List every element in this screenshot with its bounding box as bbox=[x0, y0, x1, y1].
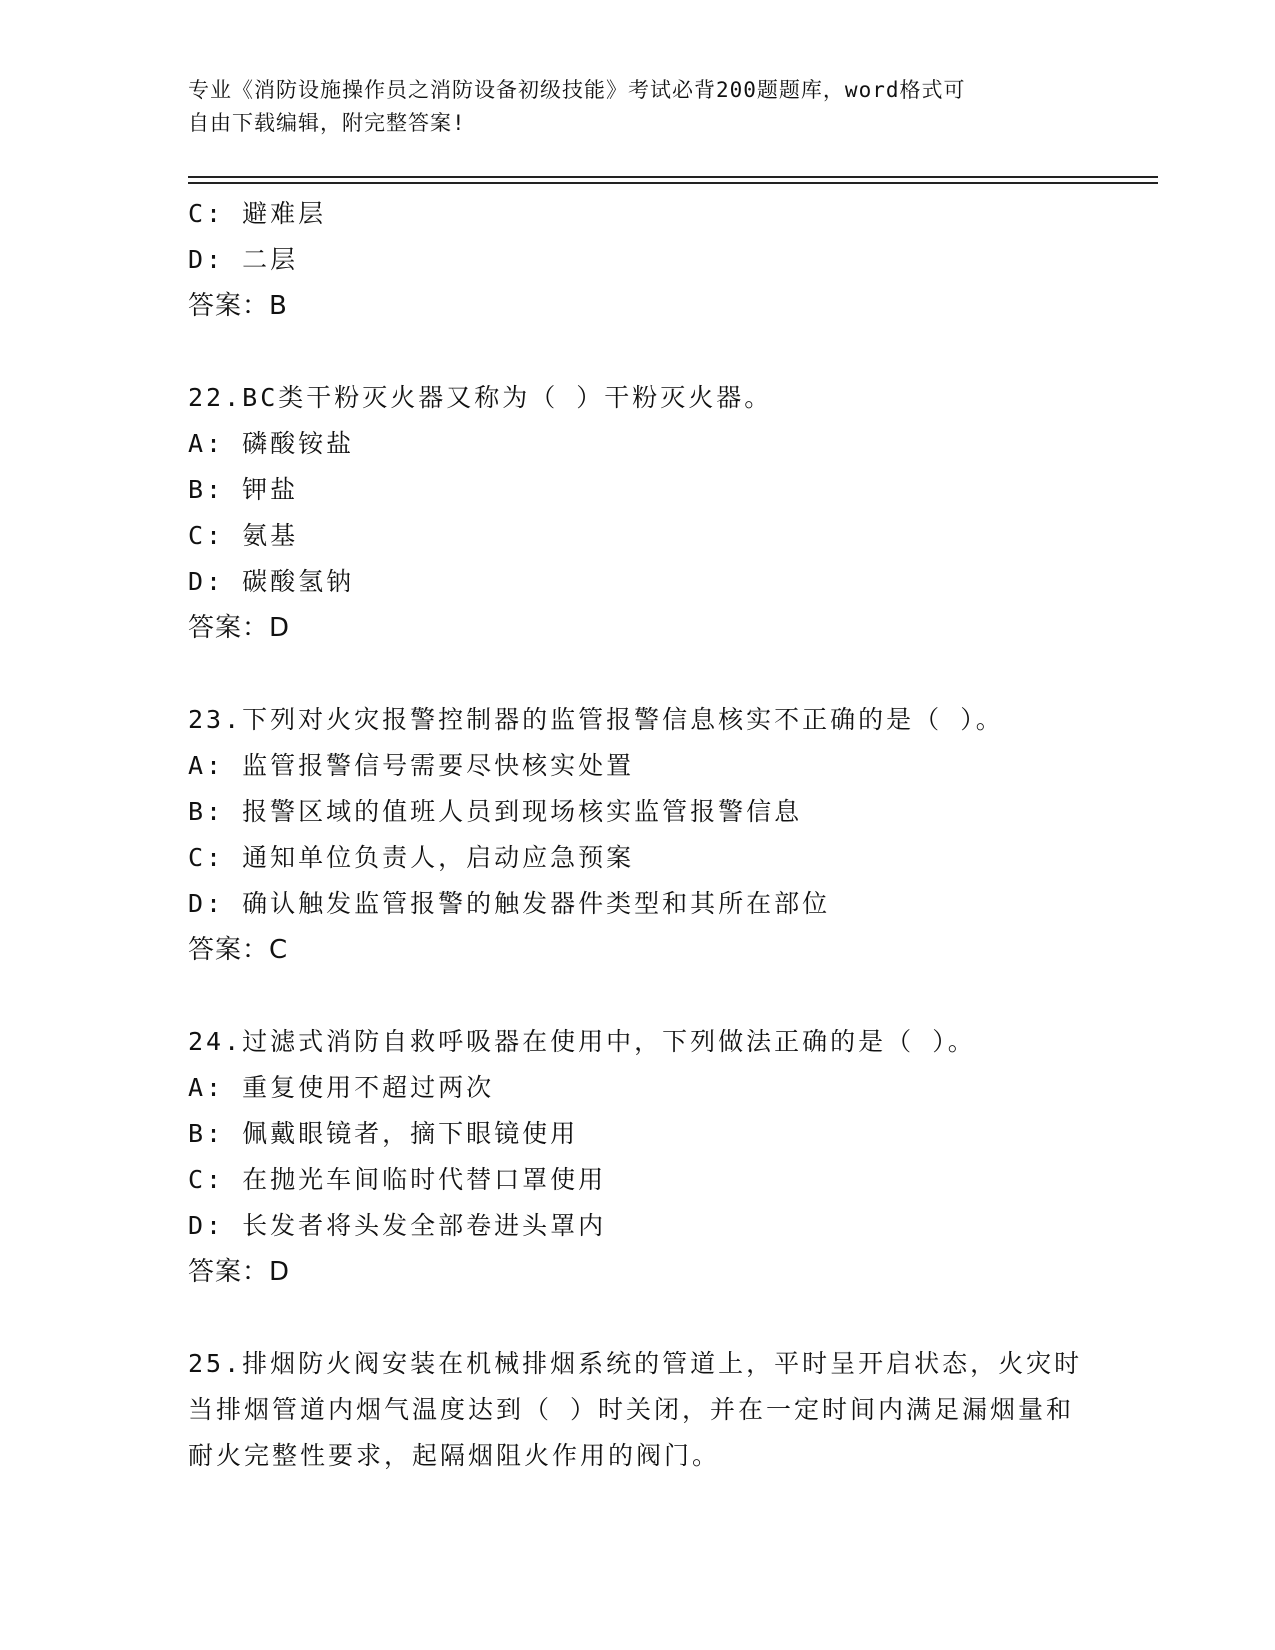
option-item bbox=[188, 559, 1108, 605]
question-text: BC类干粉灭火器又称为（ ）干粉灭火器。 bbox=[242, 383, 773, 412]
option-letter: C: bbox=[188, 1165, 225, 1194]
option-text: 确认触发监管报警的触发器件类型和其所在部位 bbox=[242, 889, 831, 918]
answer-line: 答案：B bbox=[188, 291, 288, 321]
question-stem bbox=[188, 1019, 1108, 1065]
question-22 bbox=[188, 375, 1108, 651]
question-23 bbox=[188, 697, 1108, 973]
option-text: 长发者将头发全部卷进头罩内 bbox=[242, 1211, 607, 1240]
document-header bbox=[188, 74, 1088, 140]
option-letter: C: bbox=[188, 521, 225, 550]
spacer bbox=[188, 973, 1108, 1019]
question-number: 22. bbox=[188, 383, 243, 412]
header-divider-top bbox=[188, 176, 1158, 178]
option-item bbox=[188, 1065, 1108, 1111]
option-letter: A: bbox=[188, 751, 225, 780]
option-text: 在抛光车间临时代替口罩使用 bbox=[242, 1165, 607, 1194]
option-letter: B: bbox=[188, 1119, 225, 1148]
option-letter: B: bbox=[188, 475, 225, 504]
option-letter: A: bbox=[188, 429, 225, 458]
question-number: 24. bbox=[188, 1027, 243, 1056]
option-text: 通知单位负责人，启动应急预案 bbox=[242, 843, 635, 872]
option-text: 氨基 bbox=[242, 521, 299, 550]
option-text: 二层 bbox=[242, 245, 299, 274]
option-item bbox=[188, 513, 1108, 559]
answer-line: 答案：D bbox=[188, 613, 291, 643]
option-letter: B: bbox=[188, 797, 225, 826]
spacer bbox=[188, 651, 1108, 697]
question-stem bbox=[188, 1341, 1088, 1479]
option-text: 重复使用不超过两次 bbox=[242, 1073, 495, 1102]
option-item bbox=[188, 1157, 1108, 1203]
spacer bbox=[188, 1295, 1108, 1341]
option-text: 佩戴眼镜者，摘下眼镜使用 bbox=[242, 1119, 579, 1148]
spacer bbox=[188, 329, 1108, 375]
option-letter: D: bbox=[188, 567, 225, 596]
question-number: 25. bbox=[188, 1349, 243, 1378]
question-text: 下列对火灾报警控制器的监管报警信息核实不正确的是（ ）。 bbox=[242, 705, 1004, 734]
option-item bbox=[188, 743, 1108, 789]
option-text: 避难层 bbox=[242, 199, 327, 228]
option-letter: D: bbox=[188, 889, 225, 918]
question-continuation bbox=[188, 191, 1108, 329]
header-line-1: 专业《消防设施操作员之消防设备初级技能》考试必背200题题库，word格式可 bbox=[188, 78, 966, 102]
answer-line: 答案：C bbox=[188, 935, 289, 965]
option-letter: D: bbox=[188, 1211, 225, 1240]
header-divider-bottom bbox=[188, 182, 1158, 184]
option-item bbox=[188, 835, 1108, 881]
option-letter: A: bbox=[188, 1073, 225, 1102]
option-item bbox=[188, 191, 1108, 237]
question-24 bbox=[188, 1019, 1108, 1295]
question-stem bbox=[188, 697, 1108, 743]
option-text: 磷酸铵盐 bbox=[242, 429, 355, 458]
option-item bbox=[188, 467, 1108, 513]
answer-line: 答案：D bbox=[188, 1257, 291, 1287]
question-number: 23. bbox=[188, 705, 243, 734]
option-item bbox=[188, 1203, 1108, 1249]
option-letter: D: bbox=[188, 245, 225, 274]
option-letter: C: bbox=[188, 199, 225, 228]
question-25 bbox=[188, 1341, 1108, 1479]
option-item bbox=[188, 881, 1108, 927]
question-text: 过滤式消防自救呼吸器在使用中，下列做法正确的是（ ）。 bbox=[242, 1027, 976, 1056]
option-item bbox=[188, 789, 1108, 835]
option-text: 碳酸氢钠 bbox=[242, 567, 355, 596]
question-stem bbox=[188, 375, 1108, 421]
option-item bbox=[188, 237, 1108, 283]
option-text: 报警区域的值班人员到现场核实监管报警信息 bbox=[242, 797, 803, 826]
question-text: 排烟防火阀安装在机械排烟系统的管道上，平时呈开启状态，火灾时当排烟管道内烟气温度达到（ ）时关闭，并在一定时间内满足漏烟量和耐火完整性要求，起隔烟阻火作用的阀门。 bbox=[188, 1349, 1083, 1470]
option-text: 监管报警信号需要尽快核实处置 bbox=[242, 751, 635, 780]
option-item bbox=[188, 421, 1108, 467]
header-line-2: 自由下载编辑，附完整答案! bbox=[188, 111, 466, 135]
question-list bbox=[188, 191, 1108, 1479]
option-text: 钾盐 bbox=[242, 475, 299, 504]
option-item bbox=[188, 1111, 1108, 1157]
option-letter: C: bbox=[188, 843, 225, 872]
